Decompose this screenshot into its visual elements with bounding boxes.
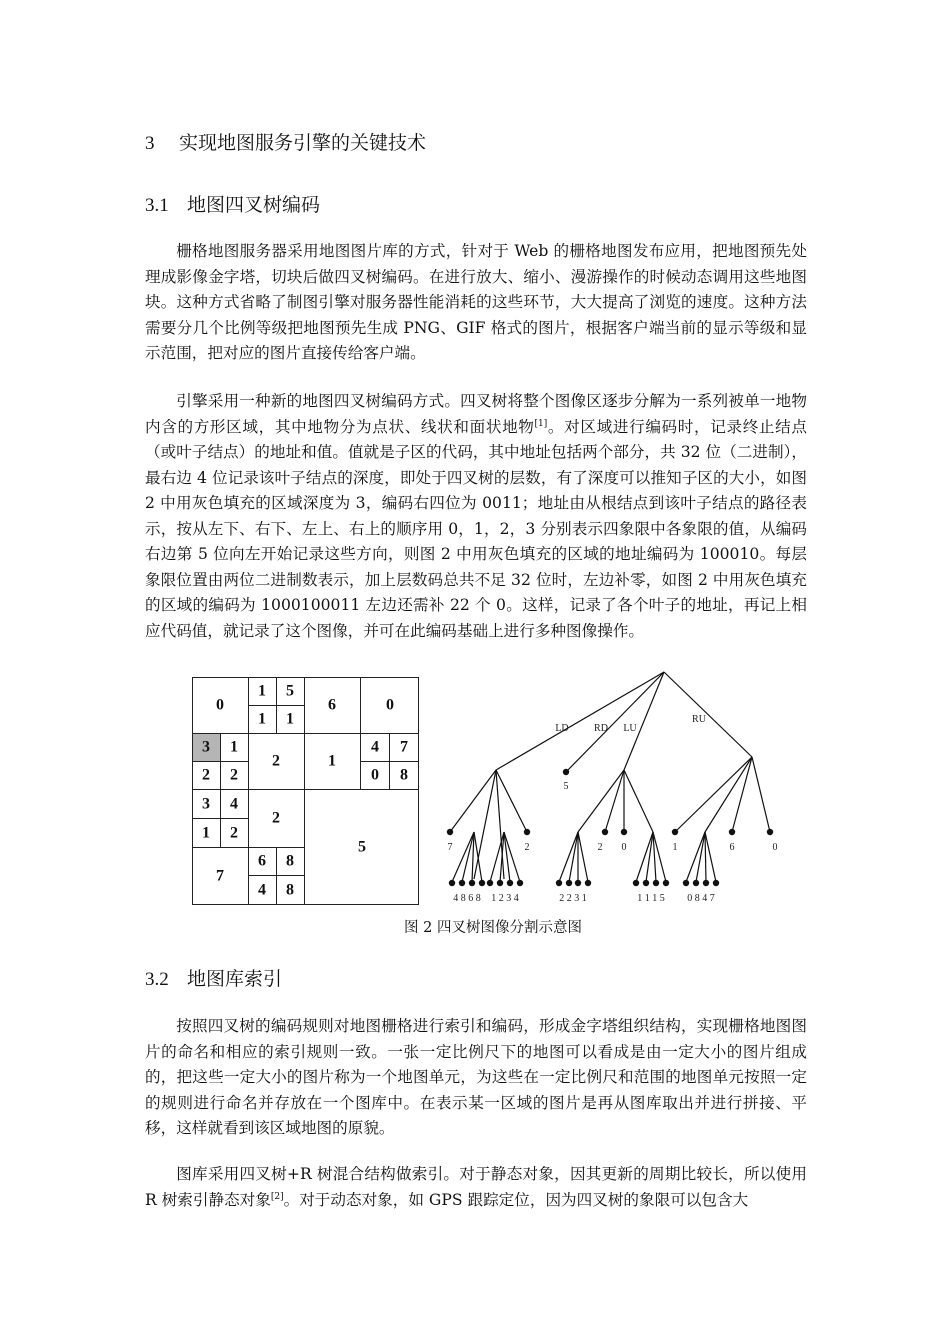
cell-label: 1	[328, 752, 336, 770]
branch-label-ld: LD	[555, 723, 569, 734]
cell-label: 4	[258, 881, 266, 899]
cell-label: 6	[258, 852, 266, 870]
paragraph-3: 按照四叉树的编码规则对地图栅格进行索引和编码，形成金字塔组织结构，实现栅格地图图片的命名和相应的索引规则一致。一张一定比例尺下的地图可以看成是由一定大小的图片组成的，把这些一定大小的图片称为一个地图单元，为这些在一定比例尺和范围的地图单元按照一定的规则进行命名并存放在一个图库中。在表示某一区域的图片是再从图库取出并进行拼接、平移，这样就看到该区域地图的原貌。	[145, 1017, 807, 1137]
cell-label: 4	[230, 795, 238, 813]
section-number: 3	[145, 133, 155, 154]
leaf-label: 7	[447, 842, 453, 853]
cell-label: 1	[202, 824, 210, 842]
cell-label: 1	[230, 738, 238, 756]
tree-edges	[447, 672, 770, 882]
leaf-label: 0	[621, 842, 627, 853]
leaf-label: 2	[597, 842, 603, 853]
branch-label-ru: RU	[692, 714, 706, 725]
leaf-group-label: 0 8 4 7	[687, 893, 715, 904]
cell-label: 2	[230, 766, 238, 784]
cell-label: 0	[216, 696, 224, 714]
cell-label: 7	[216, 867, 224, 885]
cell-label: 8	[286, 881, 294, 899]
leaf-label: 1	[672, 842, 678, 853]
section-3-heading	[145, 128, 426, 155]
section-title: 地图库索引	[187, 968, 283, 990]
cell-label: 4	[371, 738, 379, 756]
branch-label-lu: LU	[623, 723, 637, 734]
paragraph-4-text-a: 图库采用四叉树+R 树混合结构做索引。对于静态对象，因其更新的周期比较长，所以使用 R 树索引静态对象	[145, 1165, 807, 1209]
paragraph-1: 栅格地图服务器采用地图图片库的方式，针对于 Web 的栅格地图发布应用，把地图预先处理成影像金字塔，切块后做四叉树编码。在进行放大、缩小、漫游操作的时候动态调用这些地图块。这种方式省略了制图引擎对服务器性能消耗的这些环节，大大提高了浏览的速度。这种方法需要分几个比例等级把地图预先生成 PNG、GIF 格式的图片，根据客户端当前的显示等级和显示范围，把对应的图片直接传给客户端。	[145, 242, 807, 362]
tree-nodes	[447, 769, 773, 886]
paragraph-2-text-a: 引擎采用一种新的地图四叉树编码方式。四叉树将整个图像区逐步分解为一系列被单一地物内含的方形区域，其中地物分为点状、线状和面状地物	[145, 392, 807, 436]
quadtree-grid-figure	[192, 677, 422, 907]
branch-label-rd: RD	[594, 723, 608, 734]
leaf-label: 5	[563, 781, 569, 792]
quadtree-tree-figure	[440, 664, 800, 909]
cell-label: 8	[400, 766, 408, 784]
cell-label: 2	[272, 809, 280, 827]
section-number: 3.1	[145, 195, 169, 216]
cell-label: 1	[258, 682, 266, 700]
cell-label: 5	[358, 838, 366, 856]
paragraph-4-text-b: 。对于动态对象，如 GPS 跟踪定位，因为四叉树的象限可以包含大	[283, 1190, 749, 1209]
section-title: 实现地图服务引擎的关键技术	[179, 132, 427, 154]
leaf-label: 2	[524, 842, 530, 853]
section-number: 3.2	[145, 969, 169, 990]
paragraph-4	[145, 1162, 807, 1213]
citation-2: [2]	[270, 1191, 284, 1202]
cell-label: 0	[371, 766, 379, 784]
section-title: 地图四叉树编码	[187, 194, 321, 216]
leaf-group-label: 1 2 3 4	[491, 893, 519, 904]
cell-label: 2	[272, 752, 280, 770]
leaf-group-label: 2 2 3 1	[559, 893, 587, 904]
cell-label: 2	[202, 766, 210, 784]
section-3-1-heading	[145, 190, 320, 217]
cell-label: 0	[386, 696, 394, 714]
cell-label-shaded: 3	[202, 738, 210, 756]
cell-label: 6	[328, 696, 336, 714]
leaf-group-label: 4 8 6 8	[453, 893, 481, 904]
paragraph-2	[145, 389, 807, 644]
leaf-label: 6	[729, 842, 735, 853]
cell-label: 1	[286, 710, 294, 728]
citation-1: [1]	[534, 418, 548, 429]
cell-label: 2	[230, 824, 238, 842]
cell-label: 7	[400, 738, 408, 756]
leaf-label: 0	[772, 842, 778, 853]
paragraph-2-text-b: 。对区域进行编码时，记录终止结点（或叶子结点）的地址和值。值就是子区的代码，其中地址包括两个部分，共 32 位（二进制），最右边 4 位记录该叶子结点的深度，即处于四叉树的层数，有了深度可以推知子区的大小，如图 2 中用灰色填充的区域深度为 3，编码右四位为 0011；地址由从根结点到该叶子结点的路径表示，按从左下、右下、左上、右上的顺序用 0，1，2，3 分别表示四象限中各象限的值，从编码右边第 5 位向左开始记录这些方向，则图 2 中用灰色填充的区域的地址编码为 100010。每层象限位置由两位二进制数表示，加上层数码总共不足 32 位时，左边补零，如图 2 中用灰色填充的区域的编码为 1000100011 左边还需补 22 个 0。这样，记录了各个叶子的地址，再记上相应代码值，就记录了这个图像，并可在此编码基础上进行多种图像操作。	[145, 417, 807, 640]
cell-label: 5	[286, 682, 294, 700]
section-3-2-heading	[145, 964, 282, 991]
cell-label: 3	[202, 795, 210, 813]
leaf-group-label: 1 1 1 5	[637, 893, 665, 904]
cell-label: 1	[258, 710, 266, 728]
cell-label: 8	[286, 852, 294, 870]
figure-caption: 图 2 四叉树图像分割示意图	[404, 920, 582, 936]
